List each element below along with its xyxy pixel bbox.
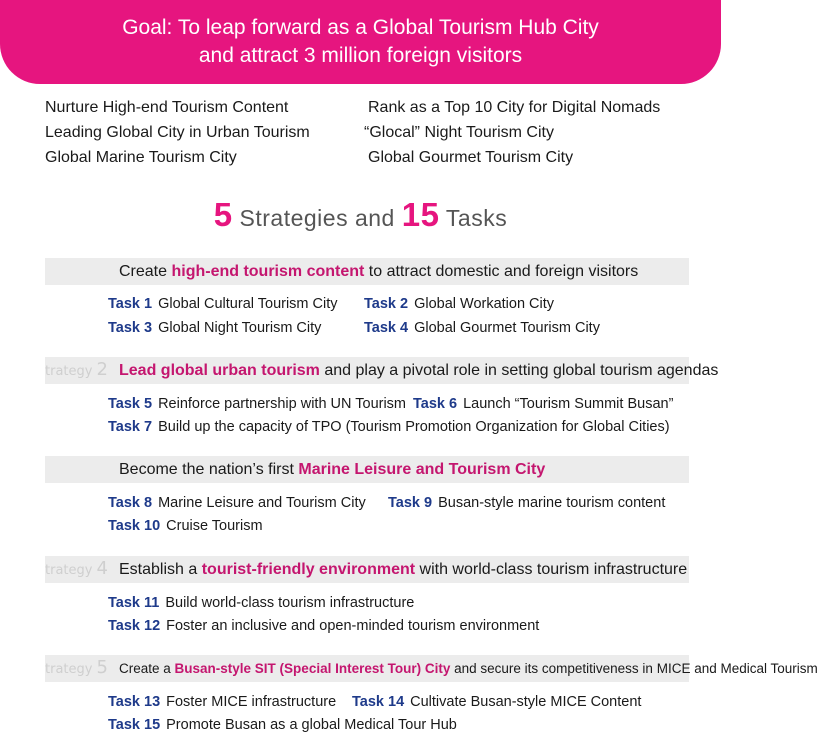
task-text: Global Cultural Tourism City <box>158 296 338 312</box>
task-text: Promote Busan as a global Medical Tour Hub <box>166 717 457 733</box>
task-label: Task 12 <box>108 618 161 634</box>
task-item <box>108 518 263 534</box>
ghost-word: trategy <box>45 563 93 578</box>
task-text: Marine Leisure and Tourism City <box>158 495 366 511</box>
strategy-1-bar <box>45 258 689 285</box>
ghost-number: 5 <box>96 657 108 678</box>
task-item <box>108 396 406 412</box>
strategy-4-text <box>119 561 687 579</box>
strategy-count: 5 <box>213 196 233 233</box>
task-item <box>108 717 457 733</box>
task-text: Build up the capacity of TPO (Tourism Promotion Organization for Global Cities) <box>158 419 670 435</box>
strategy-3-highlight: Marine Leisure and Tourism City <box>298 460 546 478</box>
task-label: Task 5 <box>108 396 153 412</box>
objective-item: Leading Global City in Urban Tourism <box>45 124 310 141</box>
task-text: Build world-class tourism infrastructure <box>165 595 415 611</box>
task-item <box>108 296 338 312</box>
task-item <box>388 495 665 511</box>
headline-text-2: Tasks <box>439 205 508 231</box>
task-label: Task 4 <box>364 320 409 336</box>
strategy-4-ghost-label <box>45 558 108 579</box>
strategy-2-bar <box>45 357 719 384</box>
task-item <box>108 694 336 710</box>
task-label: Task 11 <box>108 595 160 611</box>
task-label: Task 6 <box>413 396 458 412</box>
strategy-4-post: with world-class tourism infrastructure <box>415 560 688 578</box>
strategy-2-text <box>119 362 718 380</box>
objective-item: Rank as a Top 10 City for Digital Nomads <box>368 99 661 116</box>
task-item <box>413 396 673 412</box>
headline-text-1: Strategies and <box>232 205 402 231</box>
task-text: Launch “Tourism Summit Busan” <box>463 396 674 412</box>
strategies-headline <box>0 196 721 234</box>
task-label: Task 14 <box>352 694 405 710</box>
strategy-1-pre: Create <box>119 262 172 280</box>
task-text: Cultivate Busan-style MICE Content <box>410 694 642 710</box>
strategy-5-post: and secure its competitiveness in MICE and Medical Tourism <box>450 661 818 676</box>
task-count: 15 <box>401 196 440 233</box>
task-item <box>108 595 414 611</box>
task-label: Task 1 <box>108 296 153 312</box>
task-label: Task 8 <box>108 495 153 511</box>
task-label: Task 7 <box>108 419 153 435</box>
strategy-4-highlight: tourist-friendly environment <box>201 560 416 578</box>
strategy-1-text <box>119 263 638 281</box>
goal-banner <box>0 0 721 84</box>
strategy-5-text <box>119 661 818 676</box>
task-label: Task 15 <box>108 717 161 733</box>
objective-item: Global Gourmet Tourism City <box>368 149 574 166</box>
ghost-number: 4 <box>96 558 108 579</box>
ghost-word: trategy <box>45 662 93 677</box>
ghost-number: 2 <box>96 359 108 380</box>
task-text: Global Night Tourism City <box>158 320 322 336</box>
task-label: Task 2 <box>364 296 409 312</box>
task-item <box>352 694 641 710</box>
strategy-4-bar <box>45 556 689 583</box>
strategy-2-highlight: Lead global urban tourism <box>119 361 320 379</box>
task-label: Task 9 <box>388 495 433 511</box>
task-text: Global Workation City <box>414 296 555 312</box>
task-text: Reinforce partnership with UN Tourism <box>158 396 407 412</box>
task-item <box>108 495 366 511</box>
task-item <box>364 320 600 336</box>
strategy-2-ghost-label <box>45 359 108 380</box>
strategy-3-text <box>119 461 545 479</box>
strategy-3-bar <box>45 456 689 483</box>
task-item <box>108 618 539 634</box>
task-text: Cruise Tourism <box>166 518 263 534</box>
goal-line-1: Goal: To leap forward as a Global Tourism Hub City <box>122 16 599 39</box>
task-text: Global Gourmet Tourism City <box>414 320 600 336</box>
task-label: Task 10 <box>108 518 161 534</box>
objective-item: “Glocal” Night Tourism City <box>364 124 554 141</box>
task-item <box>108 419 670 435</box>
objective-item: Global Marine Tourism City <box>45 149 237 166</box>
task-label: Task 13 <box>108 694 161 710</box>
ghost-word: trategy <box>45 364 93 379</box>
strategy-4-pre: Establish a <box>119 560 202 578</box>
strategy-1-post: to attract domestic and foreign visitors <box>364 262 639 280</box>
strategy-5-bar <box>45 655 818 682</box>
task-text: Foster an inclusive and open-minded tourism environment <box>166 618 540 634</box>
objective-item: Nurture High-end Tourism Content <box>45 99 289 116</box>
task-item <box>364 296 554 312</box>
task-text: Busan-style marine tourism content <box>438 495 666 511</box>
strategy-5-ghost-label <box>45 657 108 678</box>
goal-line-2: and attract 3 million foreign visitors <box>198 44 523 67</box>
strategy-5-highlight: Busan-style SIT (Special Interest Tour) City <box>174 661 451 676</box>
strategy-5-pre: Create a <box>119 661 175 676</box>
task-text: Foster MICE infrastructure <box>166 694 337 710</box>
task-item <box>108 320 321 336</box>
strategy-3-pre: Become the nation’s first <box>119 460 299 478</box>
task-label: Task 3 <box>108 320 153 336</box>
strategy-2-post: and play a pivotal role in setting global tourism agendas <box>319 361 719 379</box>
strategy-1-highlight: high-end tourism content <box>171 262 365 280</box>
